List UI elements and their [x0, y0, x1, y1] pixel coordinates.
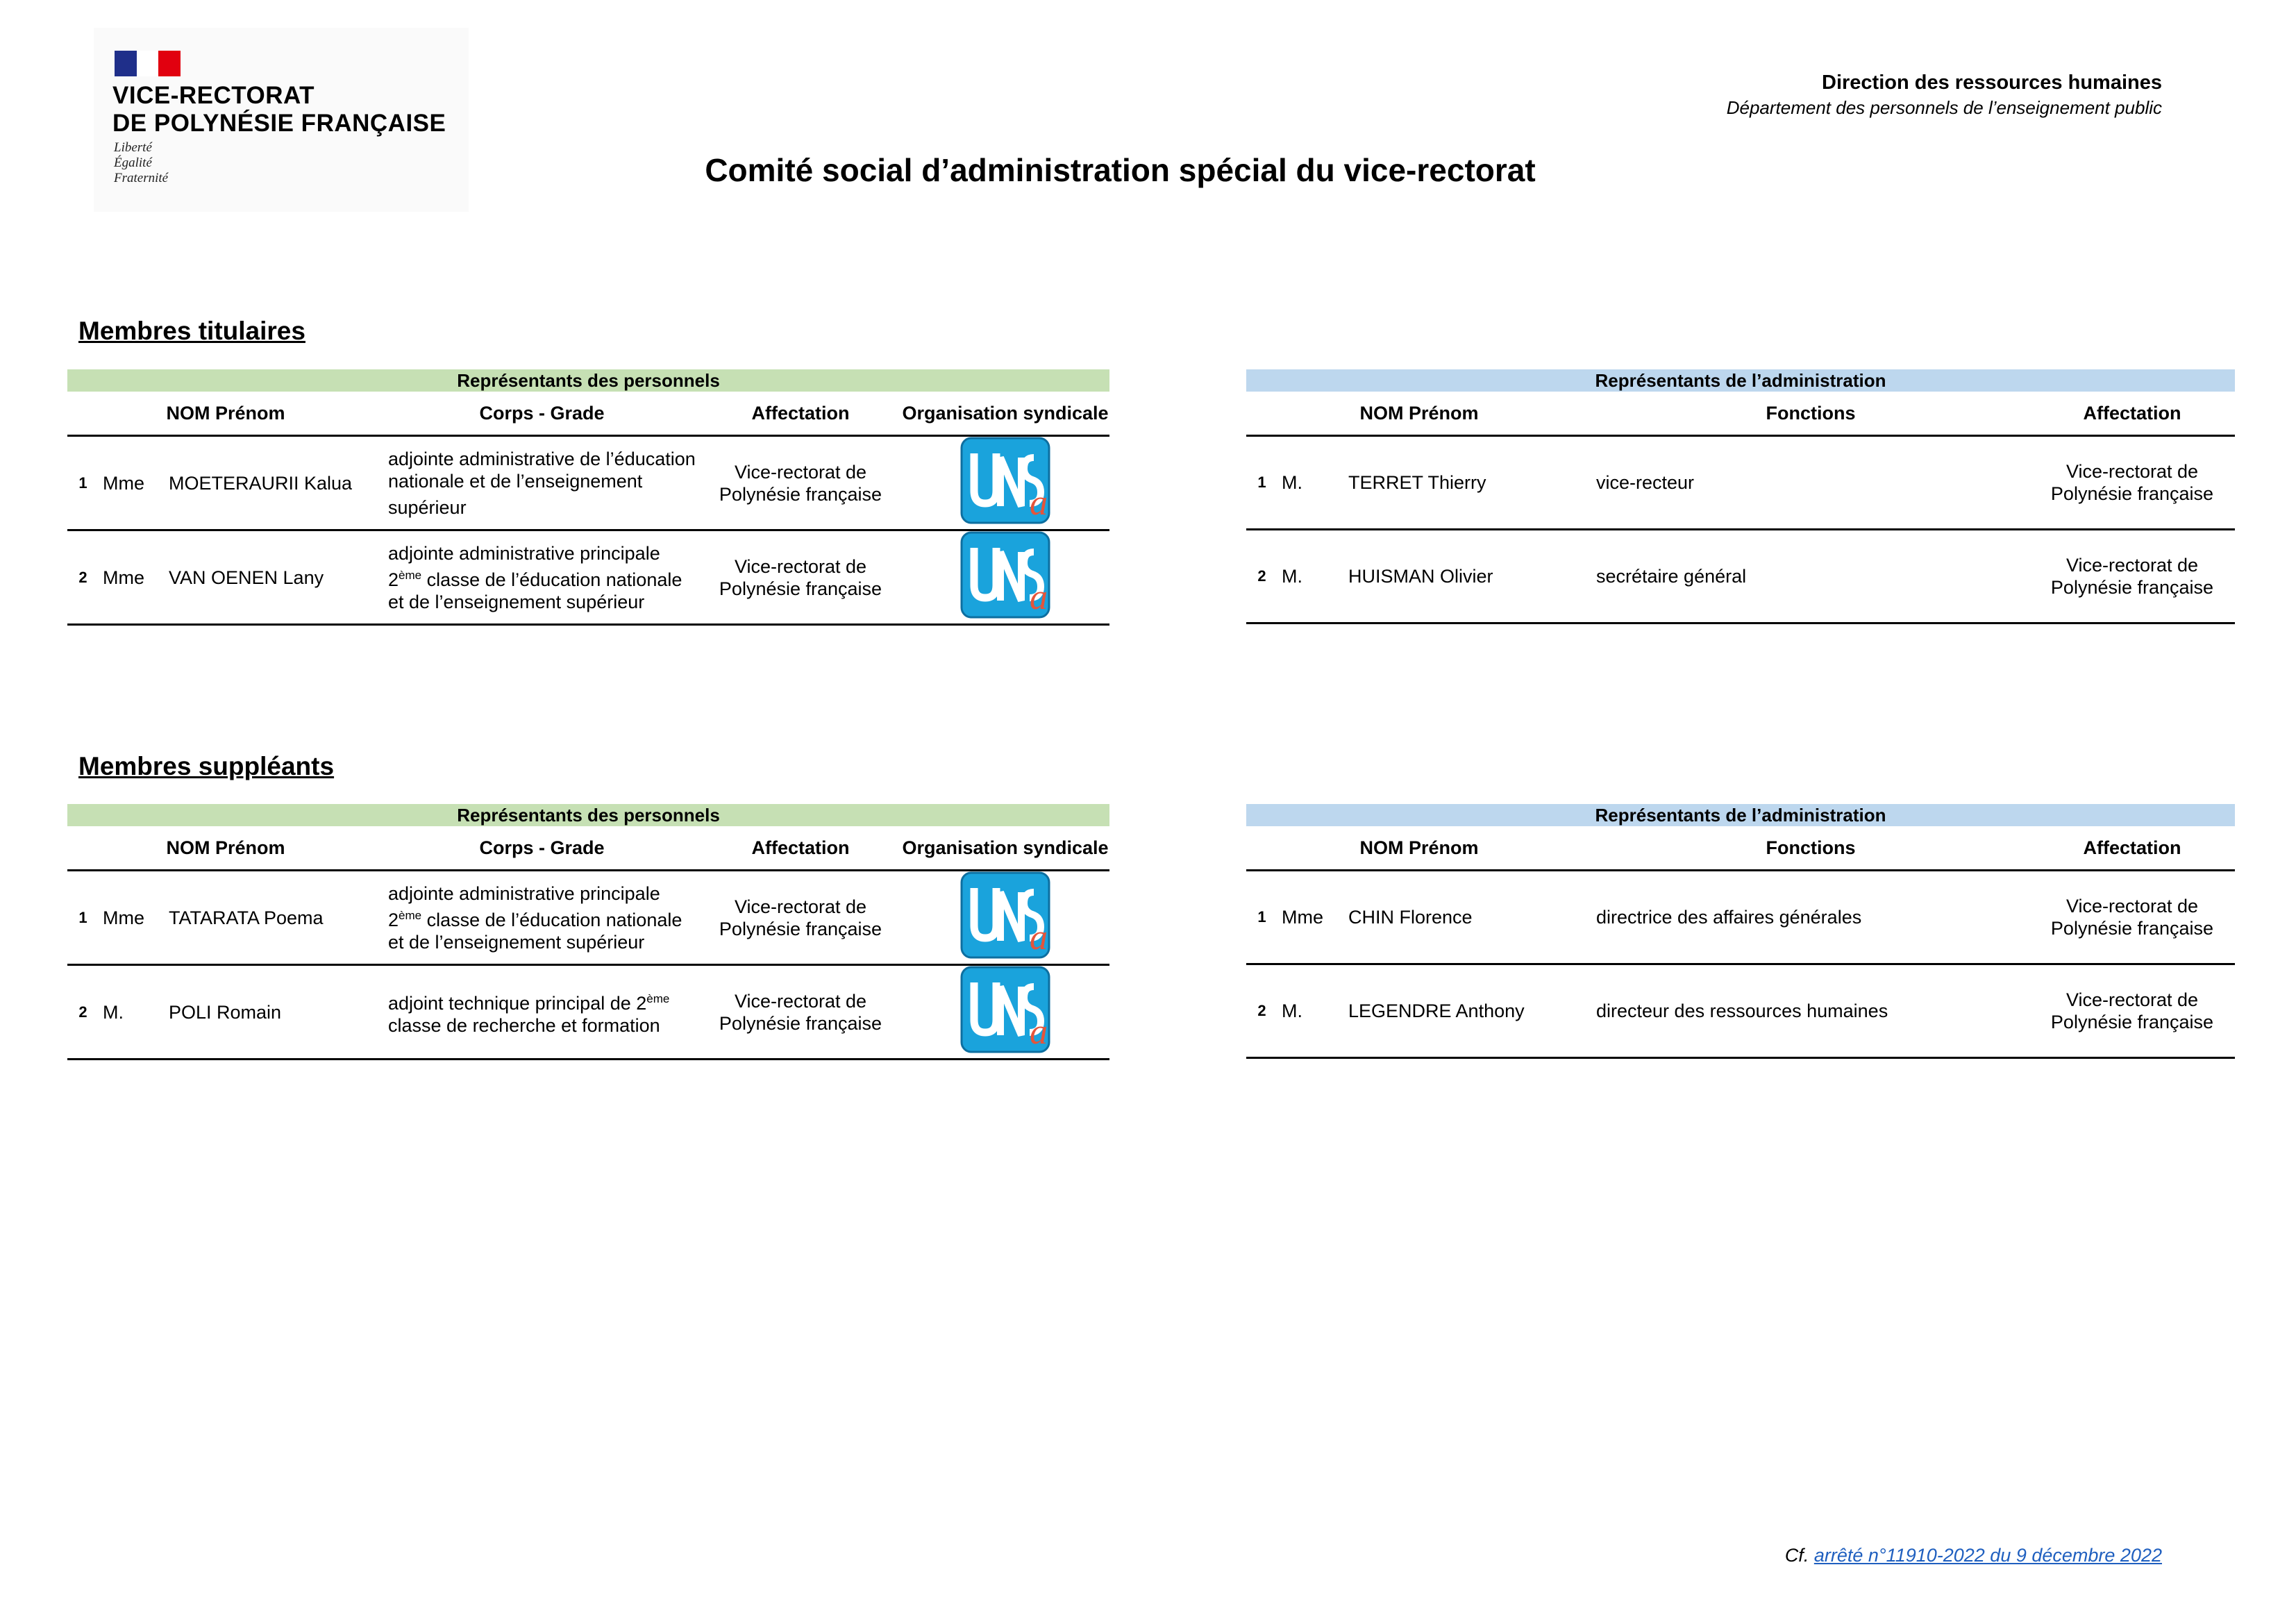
corps-grade: adjointe administrative principale 2ème classe de l’éducation nationale et de l’enseignement supérieur [384, 530, 700, 625]
row-number: 2 [67, 965, 99, 1060]
suppleants-personnel-table [67, 804, 1109, 1060]
suppleants-admin-table [1246, 804, 2235, 1059]
corps-grade: adjointe administrative principale 2ème classe de l’éducation nationale et de l’enseignement supérieur [384, 871, 700, 965]
fonction: secrétaire général [1592, 530, 2029, 623]
civility: M. [1277, 436, 1344, 530]
fonction: directeur des ressources humaines [1592, 964, 2029, 1058]
table-row [67, 871, 1109, 965]
row-number: 2 [1246, 964, 1277, 1058]
member-name: LEGENDRE Anthony [1344, 964, 1592, 1058]
col-nom-prenom: NOM Prénom [1246, 392, 1592, 436]
row-number: 1 [67, 436, 99, 530]
row-number: 1 [1246, 871, 1277, 964]
corps-grade: adjointe administrative de l’éducation nationale et de l’enseignement supérieur [384, 436, 700, 530]
admin-banner: Représentants de l’administration [1246, 804, 2235, 826]
footer-reference [1785, 1545, 2162, 1566]
department-subtitle: Département des personnels de l’enseignement public [1726, 97, 2162, 118]
titulaires-admin-table [1246, 369, 2235, 624]
svg-text:a: a [1030, 1012, 1048, 1052]
table-row [1246, 530, 2235, 623]
col-affectation: Affectation [700, 826, 901, 871]
civility: M. [1277, 530, 1344, 623]
personnel-banner: Représentants des personnels [67, 804, 1109, 826]
svg-text:a: a [1030, 918, 1048, 957]
affectation: Vice-rectorat de Polynésie française [2029, 964, 2235, 1058]
unsa-logo-icon [960, 531, 1050, 623]
member-name: TATARATA Poema [165, 871, 384, 965]
affectation: Vice-rectorat de Polynésie française [2029, 871, 2235, 964]
member-name: POLI Romain [165, 965, 384, 1060]
table-row [67, 530, 1109, 625]
row-number: 2 [67, 530, 99, 625]
col-fonctions: Fonctions [1592, 826, 2029, 871]
row-number: 2 [1246, 530, 1277, 623]
fonction: directrice des affaires générales [1592, 871, 2029, 964]
personnel-banner: Représentants des personnels [67, 369, 1109, 392]
table-row [1246, 436, 2235, 530]
affectation: Vice-rectorat de Polynésie française [700, 530, 901, 625]
col-nom-prenom: NOM Prénom [1246, 826, 1592, 871]
department-header [1727, 69, 2162, 119]
republique-flag-icon [115, 51, 181, 76]
table-row [67, 436, 1109, 530]
col-affectation: Affectation [2029, 392, 2235, 436]
affectation: Vice-rectorat de Polynésie française [700, 436, 901, 530]
member-name: VAN OENEN Lany [165, 530, 384, 625]
affectation: Vice-rectorat de Polynésie française [2029, 530, 2235, 623]
arrete-link[interactable]: arrêté n°11910-2022 du 9 décembre 2022 [1813, 1545, 2162, 1566]
section-heading-suppleants: Membres suppléants [78, 752, 335, 780]
svg-text:a: a [1030, 483, 1048, 523]
col-organisation-syndicale: Organisation syndicale [901, 826, 1109, 871]
affectation: Vice-rectorat de Polynésie française [700, 871, 901, 965]
member-name: MOETERAURII Kalua [165, 436, 384, 530]
logo-motto: Liberté Égalité Fraternité [114, 140, 169, 185]
logo-org-name: VICE-RECTORAT DE POLYNÉSIE FRANÇAISE [112, 82, 446, 137]
unsa-logo-icon [960, 437, 1050, 529]
col-corps-grade: Corps - Grade [384, 826, 700, 871]
table-row [1246, 871, 2235, 964]
page-title: Comité social d’administration spécial du vice-rectorat [705, 152, 1536, 188]
civility: Mme [99, 871, 165, 965]
row-number: 1 [1246, 436, 1277, 530]
footer-prefix: Cf. [1784, 1545, 1814, 1566]
table-row [67, 965, 1109, 1060]
col-affectation: Affectation [700, 392, 901, 436]
affectation: Vice-rectorat de Polynésie française [700, 965, 901, 1060]
admin-banner: Représentants de l’administration [1246, 369, 2235, 392]
col-nom-prenom: NOM Prénom [67, 392, 384, 436]
col-corps-grade: Corps - Grade [384, 392, 700, 436]
fonction: vice-recteur [1592, 436, 2029, 530]
department-title: Direction des ressources humaines [1822, 72, 2162, 94]
section-heading-titulaires: Membres titulaires [78, 317, 305, 345]
member-name: HUISMAN Olivier [1344, 530, 1592, 623]
civility: M. [99, 965, 165, 1060]
corps-grade: adjoint technique principal de 2ème classe de recherche et formation [384, 965, 700, 1060]
table-row [1246, 964, 2235, 1058]
civility: Mme [99, 530, 165, 625]
titulaires-personnel-table [67, 369, 1109, 626]
col-organisation-syndicale: Organisation syndicale [901, 392, 1109, 436]
row-number: 1 [67, 871, 99, 965]
civility: Mme [1277, 871, 1344, 964]
unsa-logo-icon [960, 871, 1050, 964]
col-fonctions: Fonctions [1592, 392, 2029, 436]
member-name: CHIN Florence [1344, 871, 1592, 964]
svg-text:a: a [1030, 578, 1048, 617]
col-nom-prenom: NOM Prénom [67, 826, 384, 871]
civility: Mme [99, 436, 165, 530]
affectation: Vice-rectorat de Polynésie française [2029, 436, 2235, 530]
unsa-logo-icon [960, 966, 1050, 1058]
civility: M. [1277, 964, 1344, 1058]
member-name: TERRET Thierry [1344, 436, 1592, 530]
col-affectation: Affectation [2029, 826, 2235, 871]
